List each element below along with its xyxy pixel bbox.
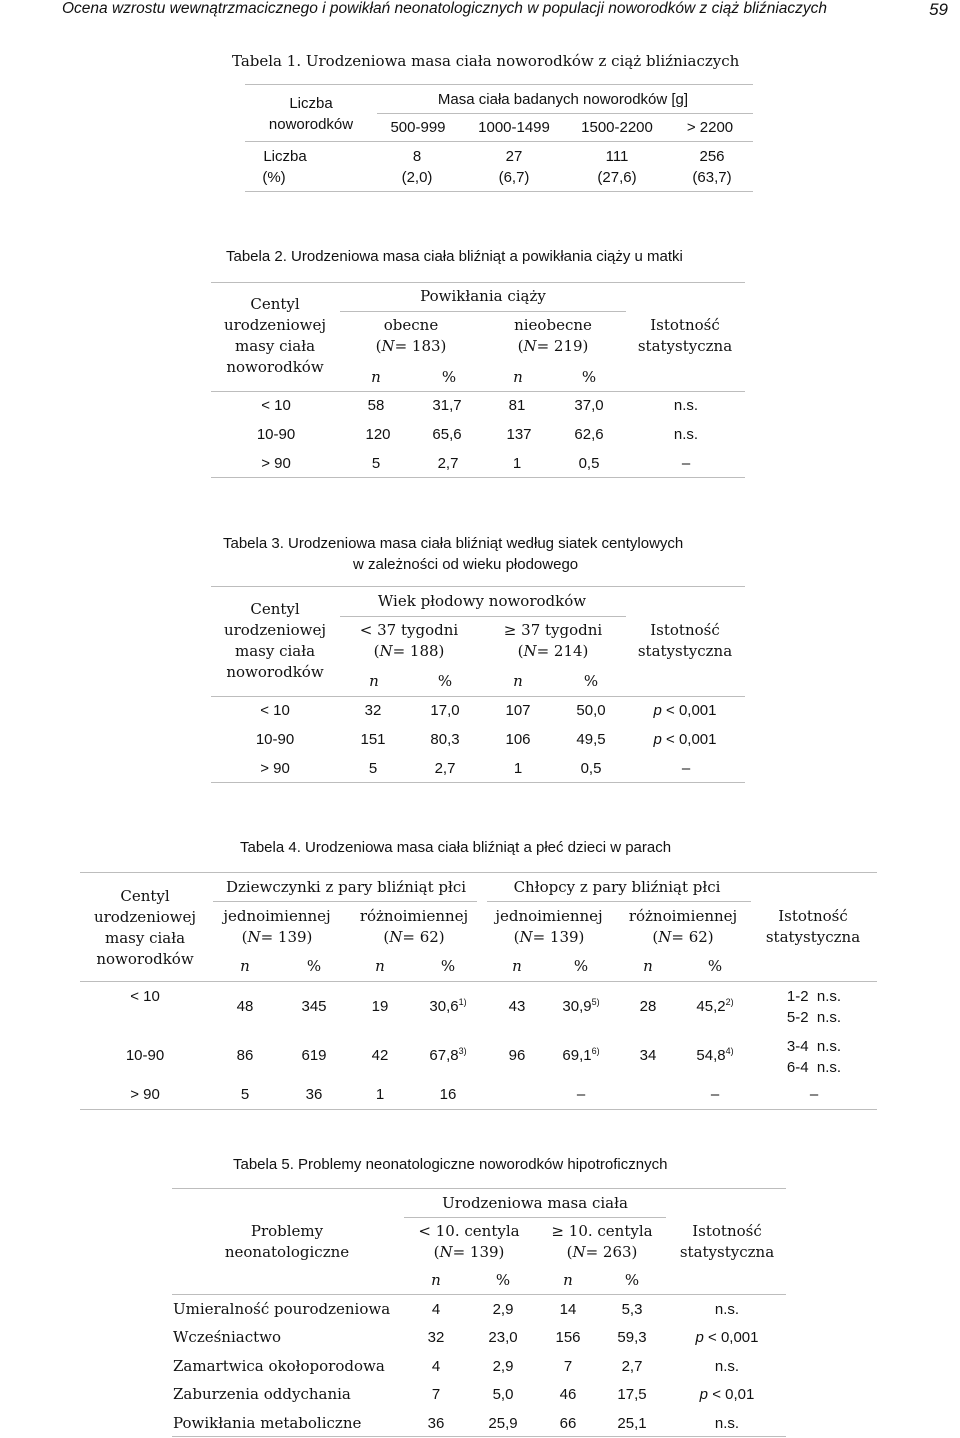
table-3-cell: 106 xyxy=(505,731,531,748)
table-4-boys-diff: różnoimiennej xyxy=(628,907,738,925)
table-1-count: 8 xyxy=(412,148,422,165)
table-2-cell: 5 xyxy=(371,455,381,472)
table-2-row-label: > 90 xyxy=(261,455,291,472)
table-4-pct-label: % xyxy=(306,957,322,975)
table-3-cell: 2,7 xyxy=(434,760,456,777)
table-4-sig: 3-4 n.s. xyxy=(786,1038,842,1055)
table-5-row-label: Zaburzenia oddychania xyxy=(173,1385,351,1403)
table-3-caption-line-1: Tabela 3. Urodzeniowa masa ciała bliźniąt według siatek centylowych xyxy=(223,535,684,552)
table-3-row-label: 10-90 xyxy=(255,731,295,748)
table-2-sig: n.s. xyxy=(673,426,699,443)
table-1-caption: Tabela 1. Urodzeniowa masa ciała noworodków z ciąż bliźniaczych xyxy=(232,52,740,70)
table-3-sig: p < 0,001 xyxy=(653,731,717,748)
greater-equal-symbol: ≥ xyxy=(503,621,517,639)
table-1-count: 27 xyxy=(505,148,523,165)
table-5-stub-header-2: neonatologiczne xyxy=(224,1243,350,1261)
table-4-cell: 69,1$^{6)}$ xyxy=(562,1046,600,1064)
table-5-cell: 5,0 xyxy=(492,1386,514,1403)
table-2-stub-header-3: masy ciała xyxy=(234,337,316,355)
table-3-sig: – xyxy=(681,760,691,777)
table-2-cell: 1 xyxy=(512,455,522,472)
table-5-cell: 156 xyxy=(555,1329,581,1346)
table-4-cell: 28 xyxy=(639,998,657,1015)
table-5-col-b: ≥ 10. centyla xyxy=(551,1222,653,1240)
table-5-cell: 25,1 xyxy=(617,1415,647,1432)
table-4-cell: 45,2$^{2)}$ xyxy=(696,997,734,1015)
table-2-sig: – xyxy=(681,455,691,472)
table-3-row-label: > 90 xyxy=(260,760,290,777)
table-3-cell: 0,5 xyxy=(580,760,602,777)
table-2-cell: 37,0 xyxy=(574,397,604,414)
table-4-sig-header-2: statystyczna xyxy=(765,928,861,946)
table-4-cell: 30,9$^{5)}$ xyxy=(562,997,600,1015)
table-2-group-header: Powikłania ciąży xyxy=(420,287,546,305)
table-4-sig: 5-2 n.s. xyxy=(786,1009,842,1026)
table-5-sig: p < 0,01 xyxy=(699,1386,755,1403)
table-5-pct-label: % xyxy=(495,1271,511,1289)
table-4-cell: 54,8$^{4)}$ xyxy=(696,1046,734,1064)
table-4-caption: Tabela 4. Urodzeniowa masa ciała bliźniąt a płeć dzieci w parach xyxy=(240,839,672,856)
table-2-row-label: < 10 xyxy=(261,397,291,414)
table-5-cell: 17,5 xyxy=(617,1386,647,1403)
table-1-col-3: 1500-2200 xyxy=(581,119,653,136)
table-3-cell: 151 xyxy=(360,731,386,748)
table-3-cell: 80,3 xyxy=(430,731,460,748)
table-4-pct-label: % xyxy=(573,957,589,975)
table-5-cell: 7 xyxy=(563,1358,573,1375)
table-2-col-b: nieobecne xyxy=(514,316,592,334)
table-4-cell: 1 xyxy=(375,1086,385,1103)
table-2-n-label: n xyxy=(371,368,381,386)
table-2-sig-header-2: statystyczna xyxy=(637,337,733,355)
table-2-cell: 0,5 xyxy=(578,455,600,472)
table-3-stub-header-2: urodzeniowej xyxy=(223,621,327,639)
table-4-cell: 86 xyxy=(236,1047,254,1064)
table-4-cell: 48 xyxy=(236,998,254,1015)
table-4-stub-header-3: masy ciała xyxy=(104,929,186,947)
table-4-girls-same-n: (N= 139) xyxy=(241,928,313,946)
table-5-cell: 25,9 xyxy=(488,1415,518,1432)
table-5-caption: Tabela 5. Problemy neonatologiczne noworodków hipotroficznych xyxy=(233,1156,668,1173)
table-2-col-a: obecne xyxy=(383,316,439,334)
table-5-cell: 2,9 xyxy=(492,1358,514,1375)
table-5-cell: 5,3 xyxy=(621,1301,643,1318)
table-5-sig: n.s. xyxy=(714,1415,740,1432)
table-2-cell: 65,6 xyxy=(432,426,462,443)
table-4-cell: 5 xyxy=(240,1086,250,1103)
table-5-col-b-n: (N= 263) xyxy=(566,1243,638,1261)
table-3-stub-header-4: noworodków xyxy=(226,663,324,681)
table-4-n-label: n xyxy=(643,957,653,975)
table-2-cell: 31,7 xyxy=(432,397,462,414)
table-5-cell: 7 xyxy=(431,1386,441,1403)
table-5-cell: 59,3 xyxy=(617,1329,647,1346)
table-3-caption-line-2: w zależności od wieku płodowego xyxy=(353,556,579,573)
table-4-cell: – xyxy=(710,1086,720,1103)
table-2-col-a-n: (N= 183) xyxy=(375,337,447,355)
table-5-group-header: Urodzeniowa masa ciała xyxy=(442,1194,628,1212)
table-4-cell: 36 xyxy=(305,1086,323,1103)
table-2-stub-header-2: urodzeniowej xyxy=(223,316,327,334)
table-2-sig: n.s. xyxy=(673,397,699,414)
table-3-cell: 5 xyxy=(368,760,378,777)
table-3-stub-header-3: masy ciała xyxy=(234,642,316,660)
table-5-sig-header-2: statystyczna xyxy=(679,1243,775,1261)
table-2-cell: 137 xyxy=(506,426,532,443)
table-5-n-label: n xyxy=(563,1271,573,1289)
table-2-cell: 81 xyxy=(508,397,526,414)
table-2-stub-header-1: Centyl xyxy=(250,295,300,313)
table-5-sig: n.s. xyxy=(714,1301,740,1318)
table-5-cell: 32 xyxy=(427,1329,445,1346)
table-5-cell: 4 xyxy=(431,1358,441,1375)
table-3-sig-header-1: Istotność xyxy=(650,621,720,639)
table-3-pct-label: % xyxy=(437,672,453,690)
table-4-group-girls: Dziewczynki z pary bliźniąt płci xyxy=(225,878,467,896)
table-4-cell: 19 xyxy=(371,998,389,1015)
table-5-cell: 4 xyxy=(431,1301,441,1318)
table-5-cell: 14 xyxy=(559,1301,577,1318)
table-3-pct-label: % xyxy=(583,672,599,690)
table-5-cell: 2,9 xyxy=(492,1301,514,1318)
table-4-boys-same: jednoimiennej xyxy=(495,907,603,925)
table-5-n-label: n xyxy=(431,1271,441,1289)
table-4-n-label: n xyxy=(375,957,385,975)
table-2-cell: 62,6 xyxy=(574,426,604,443)
table-3-cell: 32 xyxy=(364,702,382,719)
table-4-cell: 30,6$^{1)}$ xyxy=(429,997,467,1015)
table-1-percent: (2,0) xyxy=(401,169,433,186)
table-4-stub-header-1: Centyl xyxy=(120,887,170,905)
table-2-sig-header-1: Istotność xyxy=(650,316,720,334)
table-1-stub-header-1: Liczba xyxy=(289,95,333,112)
table-5-row-label: Wcześniactwo xyxy=(173,1328,281,1346)
table-4-boys-same-n: (N= 139) xyxy=(513,928,585,946)
table-4-sig: 1-2 n.s. xyxy=(786,988,842,1005)
table-2-caption: Tabela 2. Urodzeniowa masa ciała bliźniąt a powikłania ciąży u matki xyxy=(226,248,683,265)
table-4-pct-label: % xyxy=(440,957,456,975)
table-1-count: 111 xyxy=(605,148,629,165)
table-3-sig-header-2: statystyczna xyxy=(637,642,733,660)
table-4-girls-diff: różnoimiennej xyxy=(359,907,469,925)
table-5-cell: 66 xyxy=(559,1415,577,1432)
table-3-group-header: Wiek płodowy noworodków xyxy=(377,592,587,610)
table-1-count: 256 xyxy=(699,148,725,165)
table-4-cell: 345 xyxy=(301,998,327,1015)
table-3-cell: 50,0 xyxy=(576,702,606,719)
table-4-n-label: n xyxy=(240,957,250,975)
table-2-cell: 58 xyxy=(367,397,385,414)
table-4-boys-diff-n: (N= 62) xyxy=(652,928,714,946)
table-4-cell: 43 xyxy=(508,998,526,1015)
table-4-sig: – xyxy=(809,1086,819,1103)
table-3-cell: 17,0 xyxy=(430,702,460,719)
table-5-cell: 46 xyxy=(559,1386,577,1403)
table-5-sig: n.s. xyxy=(714,1358,740,1375)
table-5-row-label: Umieralność pourodzeniowa xyxy=(173,1300,391,1318)
page-number: 59 xyxy=(929,0,948,19)
table-4-stub-header-2: urodzeniowej xyxy=(93,908,197,926)
table-3-cell: 107 xyxy=(505,702,531,719)
table-3-stub-header-1: Centyl xyxy=(250,600,300,618)
table-5-sig: p < 0,001 xyxy=(695,1329,759,1346)
table-1-col-1: 500-999 xyxy=(390,119,446,136)
table-5-col-a-n: (N= 139) xyxy=(433,1243,505,1261)
table-4-girls-diff-n: (N= 62) xyxy=(383,928,445,946)
table-4-cell: 16 xyxy=(439,1086,457,1103)
table-4-cell: 34 xyxy=(639,1047,657,1064)
table-3-col-b: ≥ 37 tygodni xyxy=(503,621,603,639)
table-4-row-label: < 10 xyxy=(130,988,160,1005)
table-1-percent: (63,7) xyxy=(692,169,732,186)
table-4-cell: 67,8$^{3)}$ xyxy=(429,1046,467,1064)
table-4-cell: 619 xyxy=(301,1047,327,1064)
table-4-cell: 42 xyxy=(371,1047,389,1064)
table-4-n-label: n xyxy=(512,957,522,975)
table-2-cell: 2,7 xyxy=(437,455,459,472)
table-5-pct-label: % xyxy=(624,1271,640,1289)
table-5-row-label: Zamartwica okołoporodowa xyxy=(173,1357,385,1375)
table-3-row-label: < 10 xyxy=(260,702,290,719)
table-3-col-b-n: (N= 214) xyxy=(517,642,589,660)
table-5-cell: 23,0 xyxy=(488,1329,518,1346)
table-2-cell: 120 xyxy=(365,426,391,443)
table-2-row-label: 10-90 xyxy=(256,426,296,443)
table-3-n-label: n xyxy=(369,672,379,690)
table-3-sig: p < 0,001 xyxy=(653,702,717,719)
table-1-row-label-2: (%) xyxy=(262,169,286,186)
table-3-n-label: n xyxy=(513,672,523,690)
table-5-col-a: < 10. centyla xyxy=(418,1222,520,1240)
table-3-col-a: < 37 tygodni xyxy=(359,621,459,639)
table-1-group-header: Masa ciała badanych noworodków [g] xyxy=(437,91,689,108)
table-4-cell: – xyxy=(576,1086,586,1103)
table-1-row-label-1: Liczba xyxy=(263,148,307,165)
table-5-stub-header-1: Problemy xyxy=(250,1222,324,1240)
table-2-stub-header-4: noworodków xyxy=(226,358,324,376)
table-5-row-label: Powikłania metaboliczne xyxy=(173,1414,362,1432)
table-1-col-2: 1000-1499 xyxy=(478,119,550,136)
greater-equal-symbol: ≥ xyxy=(551,1222,564,1240)
table-4-cell: 96 xyxy=(508,1047,526,1064)
table-1-col-4: > 2200 xyxy=(686,119,734,136)
table-5-cell: 2,7 xyxy=(621,1358,643,1375)
table-2-pct-label: % xyxy=(441,368,457,386)
table-4-stub-header-4: noworodków xyxy=(96,950,194,968)
table-2-pct-label: % xyxy=(581,368,597,386)
table-5-sig-header-1: Istotność xyxy=(692,1222,762,1240)
table-3-cell: 1 xyxy=(513,760,523,777)
table-4-row-label: > 90 xyxy=(130,1086,160,1103)
table-5-cell: 36 xyxy=(427,1415,445,1432)
table-3-cell: 49,5 xyxy=(576,731,606,748)
table-2-n-label: n xyxy=(513,368,523,386)
table-2-col-b-n: (N= 219) xyxy=(517,337,589,355)
table-4-pct-label: % xyxy=(707,957,723,975)
table-3-col-a-n: (N= 188) xyxy=(373,642,445,660)
table-4-sig-header-1: Istotność xyxy=(778,907,848,925)
table-4-group-boys: Chłopcy z pary bliźniąt płci xyxy=(513,878,721,896)
running-title: Ocena wzrostu wewnątrzmacicznego i powikłań neonatologicznych w populacji noworodków z ciąż bliźniaczych xyxy=(62,0,828,17)
table-1-percent: (6,7) xyxy=(498,169,530,186)
table-1-stub-header-2: noworodków xyxy=(268,116,354,133)
table-4-row-label: 10-90 xyxy=(125,1047,165,1064)
table-4-sig: 6-4 n.s. xyxy=(786,1059,842,1076)
table-1-percent: (27,6) xyxy=(597,169,637,186)
table-4-girls-same: jednoimiennej xyxy=(223,907,331,925)
